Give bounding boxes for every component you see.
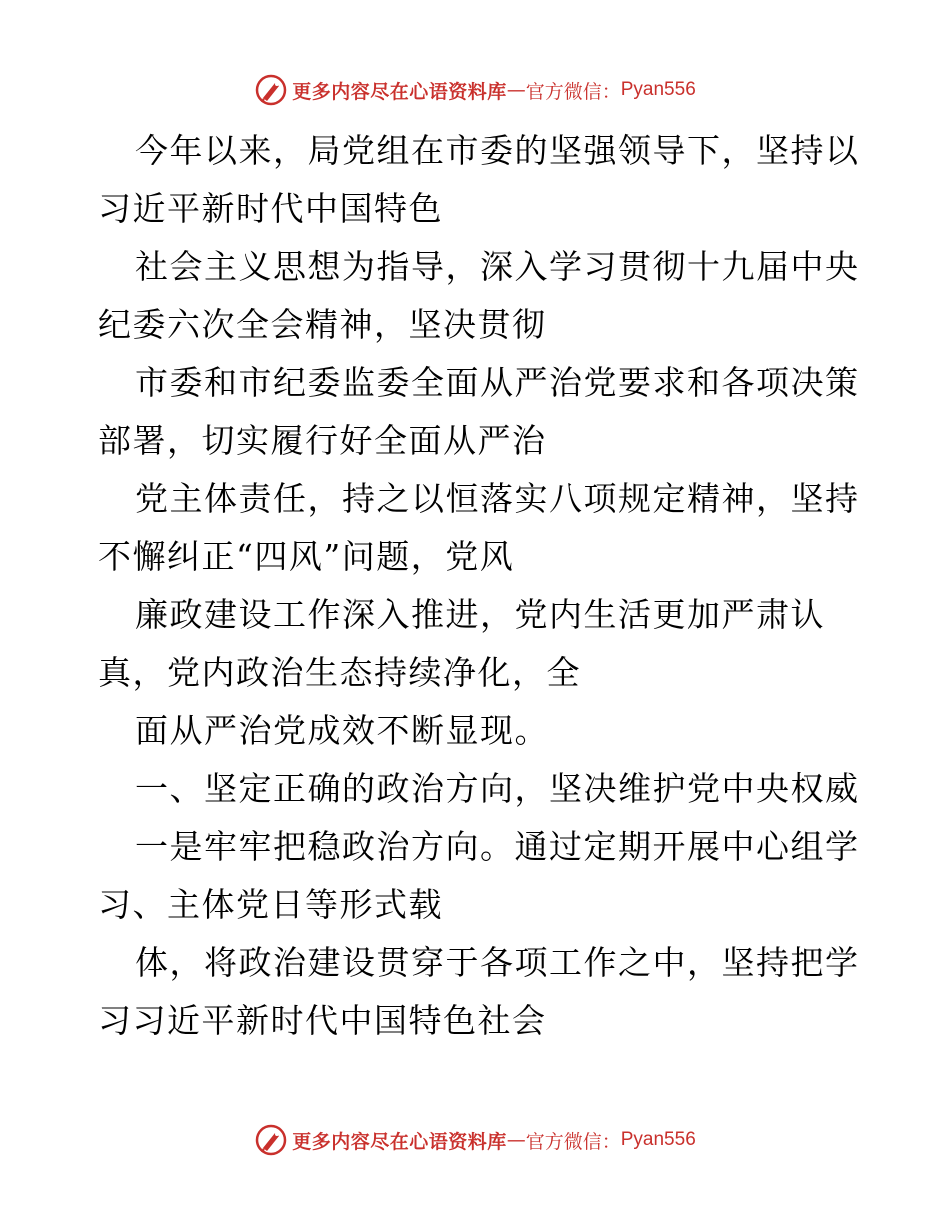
text-line: 部署，切实履行好全面从严治 (98, 421, 547, 460)
footer-watermark (0, 1120, 950, 1160)
header-watermark (0, 70, 950, 110)
text-line: 纪委六次全会精神，坚决贯彻 (98, 305, 547, 344)
text-line: 社会主义思想为指导，深入学习贯彻十九届中央 (135, 247, 860, 286)
watermark-separator: — (506, 79, 526, 101)
text-line: 真，党内政治生态持续净化，全 (98, 653, 581, 692)
watermark-label: 官方微信： (525, 1130, 621, 1153)
text-line: 市委和市纪委监委全面从严治党要求和各项决策 (135, 363, 860, 402)
text-line: 一、坚定正确的政治方向，坚决维护党中央权威 (135, 769, 860, 808)
text-line: 廉政建设工作深入推进，党内生活更加严肃认 (135, 595, 825, 634)
watermark-text: 更多内容尽在心语资料库 (292, 1130, 507, 1153)
watermark-text: 更多内容尽在心语资料库 (292, 80, 507, 103)
text-line: 体，将政治建设贯穿于各项工作之中，坚持把学 (135, 943, 860, 982)
text-line: 习习近平新时代中国特色社会 (98, 1001, 547, 1040)
text-line: 习、主体党日等形式载 (98, 885, 443, 924)
text-line: 面从严治党成效不断显现。 (135, 711, 549, 750)
watermark-id: Pyan556 (620, 79, 696, 100)
pen-logo-icon (254, 73, 288, 107)
pen-logo-icon (254, 1123, 288, 1157)
text-line: 今年以来，局党组在市委的坚强领导下，坚持以 (135, 131, 860, 170)
watermark-label: 官方微信： (525, 80, 621, 103)
text-line: 习近平新时代中国特色 (98, 189, 443, 228)
text-line: 不懈纠正“四风”问题，党风 (98, 537, 515, 576)
text-line: 党主体责任，持之以恒落实八项规定精神，坚持 (135, 479, 860, 518)
watermark-id: Pyan556 (620, 1129, 696, 1150)
text-line: 一是牢牢把稳政治方向。通过定期开展中心组学 (135, 827, 860, 866)
watermark-separator: — (506, 1129, 526, 1151)
document-body (98, 122, 858, 1050)
